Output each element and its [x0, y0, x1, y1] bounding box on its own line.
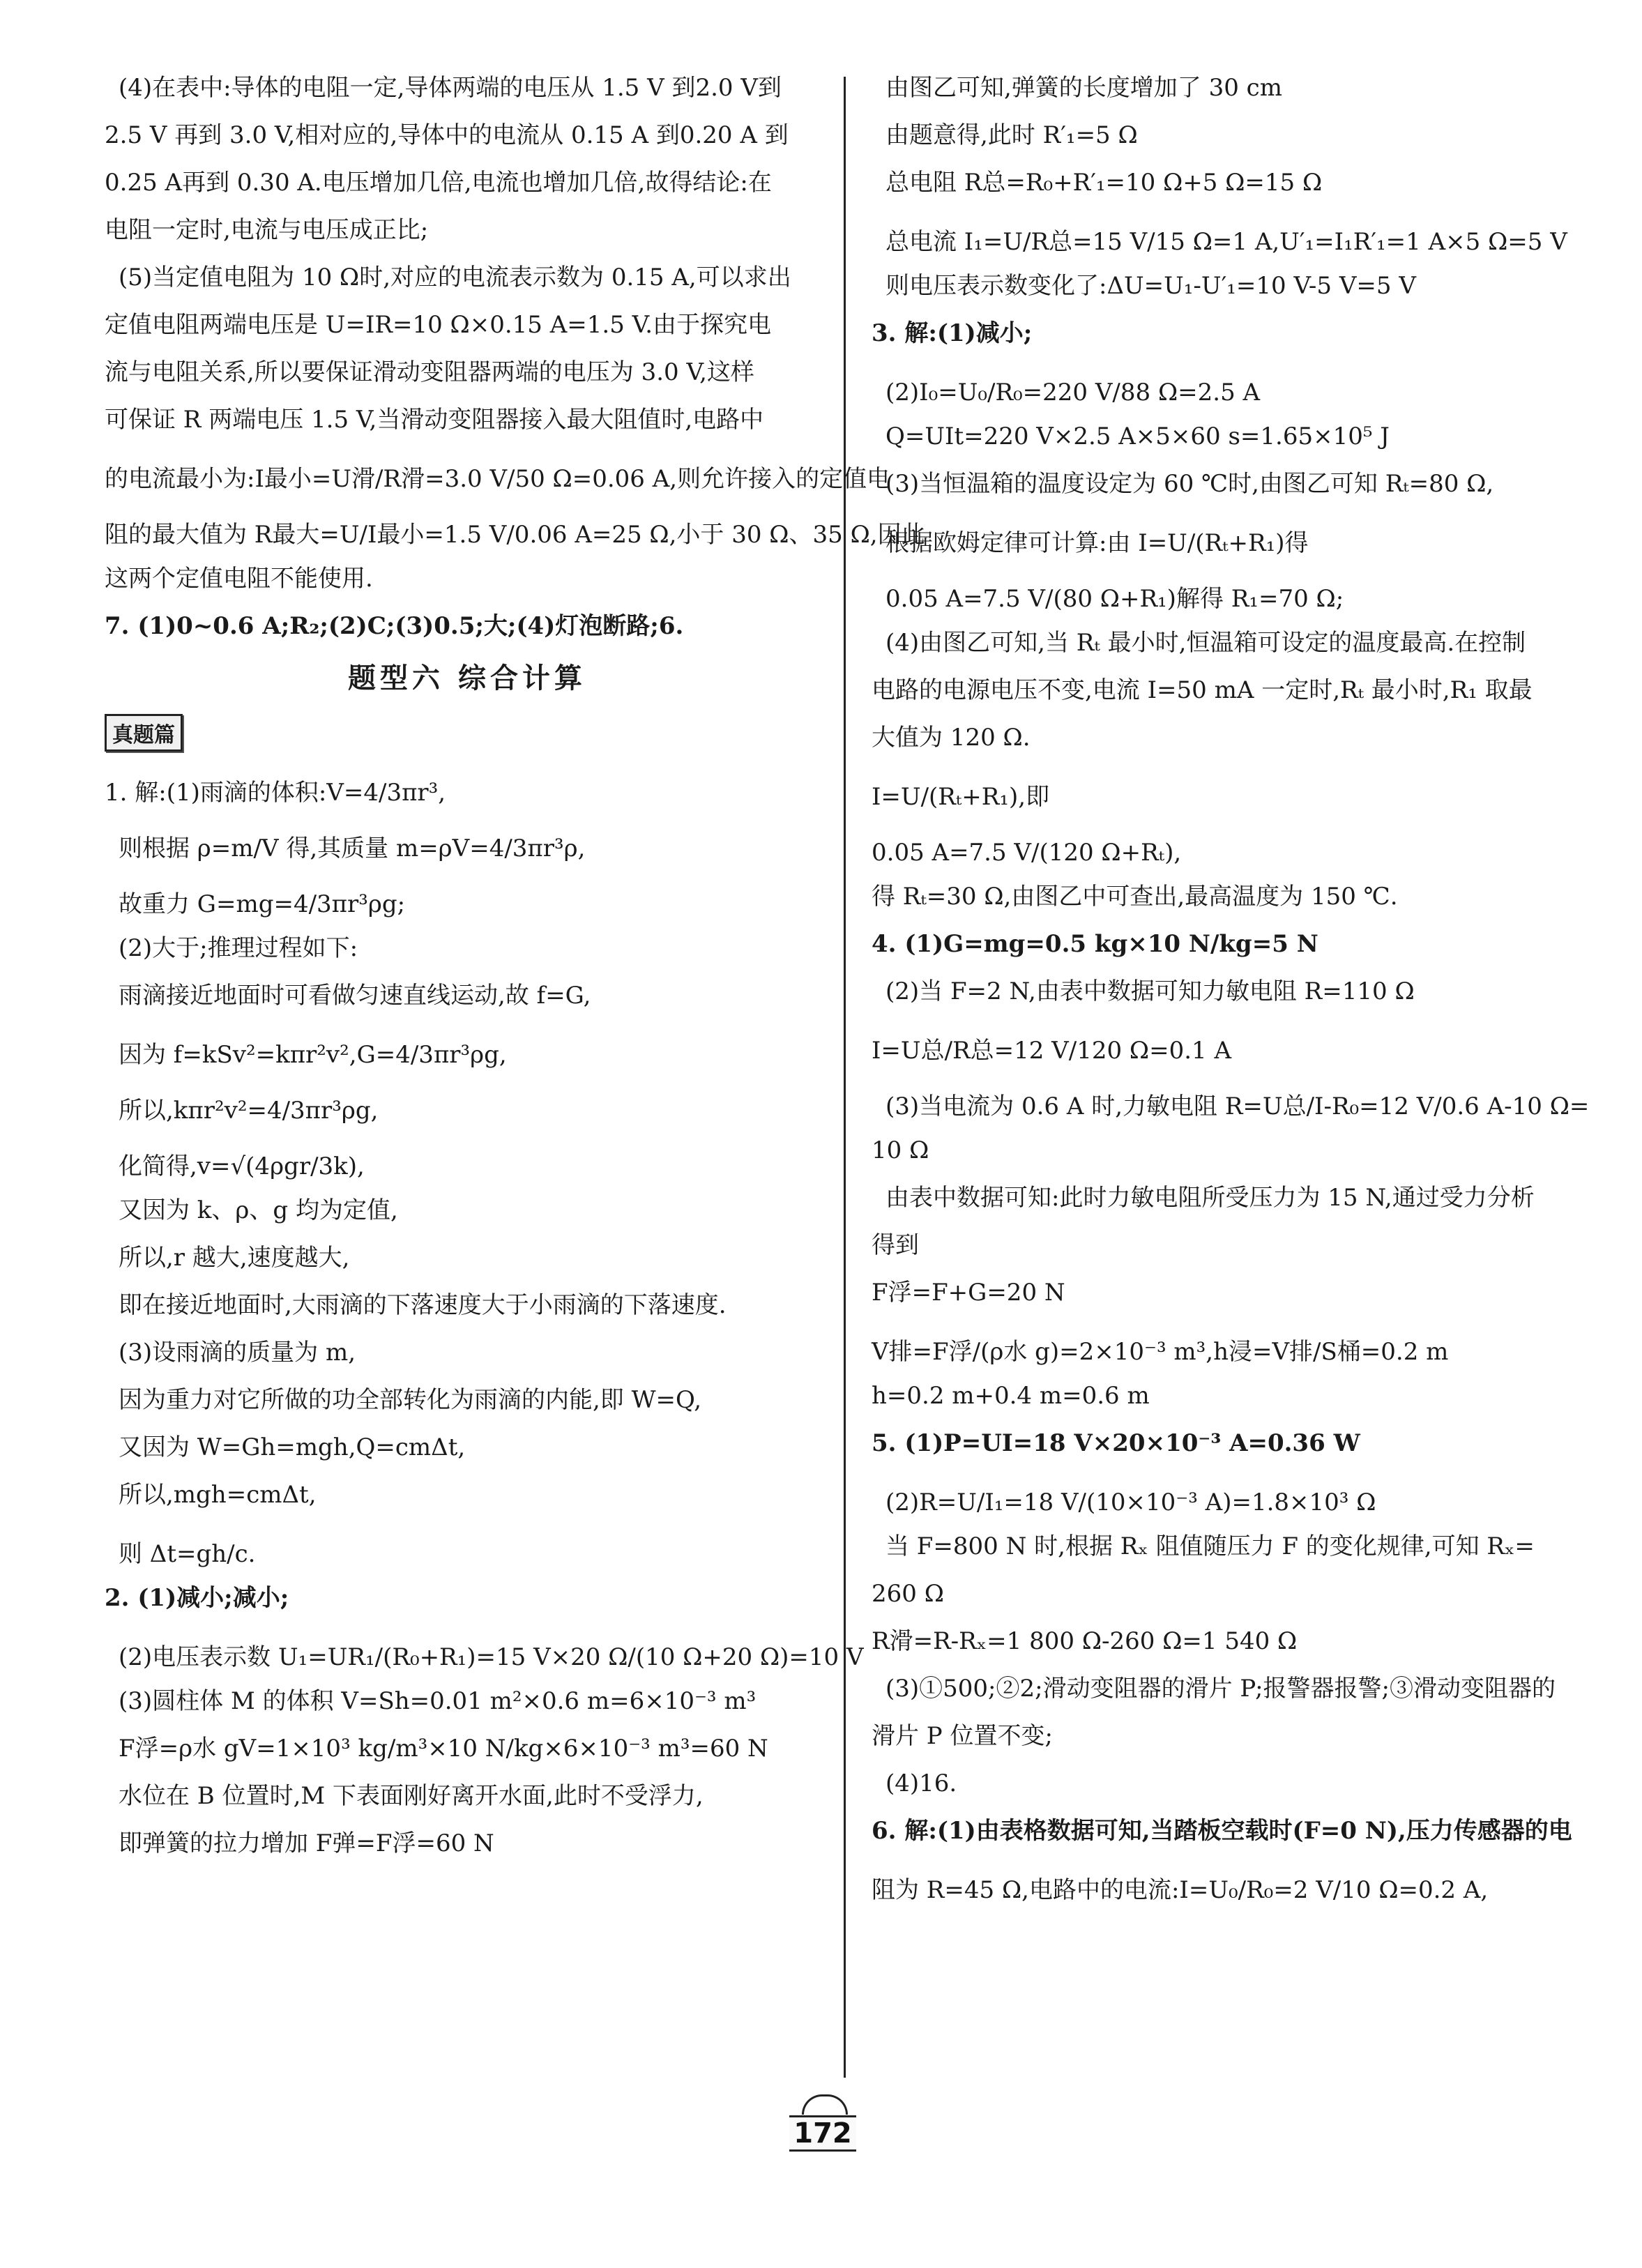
formula-line: 则 Δt=gh/c.: [119, 1540, 256, 1568]
text-line: (2)大于;推理过程如下:: [119, 934, 358, 962]
text-line: (3)当恒温箱的温度设定为 60 ℃时,由图乙可知 Rₜ=80 Ω,: [885, 470, 1494, 498]
text-line: (3)圆柱体 M 的体积 V=Sh=0.01 m²×0.6 m=6×10⁻³ m³: [119, 1687, 757, 1715]
formula-line: 0.05 A=7.5 V/(120 Ω+Rₜ),: [872, 839, 1182, 867]
alarm-clock-icon: [802, 2094, 848, 2115]
text-line: 即弹簧的拉力增加 F弹=F浮=60 N: [119, 1829, 494, 1857]
formula-line: 化简得,v=√(4ρgr/3k),: [119, 1152, 365, 1180]
formula-line: I=U/(Rₜ+R₁),即: [872, 783, 1050, 811]
page-number-badge: [781, 2090, 865, 2174]
text-line: (4)由图乙可知,当 Rₜ 最小时,恒温箱可设定的温度最高.在控制: [885, 629, 1526, 657]
page-number: 172: [789, 2115, 856, 2152]
text-line: 这两个定值电阻不能使用.: [105, 565, 373, 593]
text-line: 2.5 V 再到 3.0 V,相对应的,导体中的电流从 0.15 A 到0.20 A 到: [105, 121, 789, 149]
column-divider: [844, 77, 846, 2078]
text-line: F浮=ρ水 gV=1×10³ kg/m³×10 N/kg×6×10⁻³ m³=60 N: [119, 1735, 768, 1763]
text-line: 260 Ω: [872, 1580, 944, 1608]
text-line: 则电压表示数变化了:ΔU=U₁-U′₁=10 V-5 V=5 V: [885, 272, 1416, 300]
text-line: h=0.2 m+0.4 m=0.6 m: [872, 1382, 1150, 1410]
formula-line: 的电流最小为:I最小=U滑/R滑=3.0 V/50 Ω=0.06 A,则允许接入的定值电: [105, 465, 891, 493]
formula-line: (2)R=U/I₁=18 V/(10×10⁻³ A)=1.8×10³ Ω: [885, 1489, 1376, 1516]
answer-item-4: 4. (1)G=mg=0.5 kg×10 N/kg=5 N: [872, 930, 1318, 958]
formula-line: I=U总/R总=12 V/120 Ω=0.1 A: [872, 1037, 1232, 1065]
text-line: (4)在表中:导体的电阻一定,导体两端的电压从 1.5 V 到2.0 V到: [119, 74, 782, 102]
text-line: (4)16.: [885, 1770, 957, 1797]
formula-line: 因为 f=kSv²=kπr²v²,G=4/3πr³ρg,: [119, 1041, 507, 1069]
answer-item-5: 5. (1)P=UI=18 V×20×10⁻³ A=0.36 W: [872, 1429, 1360, 1457]
text-line: 由表中数据可知:此时力敏电阻所受压力为 15 N,通过受力分析: [885, 1184, 1535, 1212]
answer-item-3: 3. 解:(1)减小;: [872, 319, 1033, 347]
text-line: 由题意得,此时 R′₁=5 Ω: [885, 121, 1138, 149]
text-line: (3)①500;②2;滑动变阻器的滑片 P;报警器报警;③滑动变阻器的: [885, 1675, 1556, 1703]
section-title: 题型六 综合计算: [348, 662, 586, 694]
text-line: 所以,r 越大,速度越大,: [119, 1244, 350, 1272]
text-line: 又因为 k、ρ、g 均为定值,: [119, 1196, 398, 1224]
text-line: (2)当 F=2 N,由表中数据可知力敏电阻 R=110 Ω: [885, 977, 1415, 1005]
formula-line: 0.05 A=7.5 V/(80 Ω+R₁)解得 R₁=70 Ω;: [885, 585, 1344, 613]
text-line: 又因为 W=Gh=mgh,Q=cmΔt,: [119, 1433, 466, 1461]
text-line: 因为重力对它所做的功全部转化为雨滴的内能,即 W=Q,: [119, 1386, 702, 1414]
text-line: 滑片 P 位置不变;: [872, 1722, 1053, 1750]
text-line: (3)设雨滴的质量为 m,: [119, 1339, 356, 1367]
text-line: 得到: [872, 1231, 919, 1259]
formula-line: (3)当电流为 0.6 A 时,力敏电阻 R=U总/I-R₀=12 V/0.6 A-10 Ω=: [885, 1093, 1590, 1120]
formula-line: 阻的最大值为 R最大=U/I最小=1.5 V/0.06 A=25 Ω,小于 30 Ω、35 Ω,因此: [105, 521, 925, 549]
formula-line: V排=F浮/(ρ水 g)=2×10⁻³ m³,h浸=V排/S桶=0.2 m: [872, 1338, 1449, 1366]
text-line: R滑=R-Rₓ=1 800 Ω-260 Ω=1 540 Ω: [872, 1627, 1298, 1655]
answer-item-6: 6. 解:(1)由表格数据可知,当踏板空载时(F=0 N),压力传感器的电: [872, 1817, 1572, 1845]
section-tag: 真题篇: [105, 714, 183, 752]
text-line: F浮=F+G=20 N: [872, 1279, 1065, 1307]
text-line: (5)当定值电阻为 10 Ω时,对应的电流表示数为 0.15 A,可以求出: [119, 264, 791, 291]
answer-item-7: 7. (1)0~0.6 A;R₂;(2)C;(3)0.5;大;(4)灯泡断路;6.: [105, 612, 684, 640]
text-line: 10 Ω: [872, 1136, 929, 1164]
right-column: [872, 75, 1604, 1921]
formula-line: 总电流 I₁=U/R总=15 V/15 Ω=1 A,U′₁=I₁R′₁=1 A×5 Ω=5 V: [885, 228, 1567, 256]
formula-line: 则根据 ρ=m/V 得,其质量 m=ρV=4/3πr³ρ,: [119, 835, 586, 862]
text-line: 大值为 120 Ω.: [872, 724, 1031, 752]
text-line: Q=UIt=220 V×2.5 A×5×60 s=1.65×10⁵ J: [885, 423, 1390, 450]
text-line: 流与电阻关系,所以要保证滑动变阻器两端的电压为 3.0 V,这样: [105, 358, 754, 386]
text-line: 水位在 B 位置时,M 下表面刚好离开水面,此时不受浮力,: [119, 1782, 704, 1810]
text-line: 定值电阻两端电压是 U=IR=10 Ω×0.15 A=1.5 V.由于探究电: [105, 311, 772, 339]
formula-line: (2)I₀=U₀/R₀=220 V/88 Ω=2.5 A: [885, 379, 1261, 406]
text-line: 当 F=800 N 时,根据 Rₓ 阻值随压力 F 的变化规律,可知 Rₓ=: [885, 1532, 1535, 1560]
text-line: 电路的电源电压不变,电流 I=50 mA 一定时,Rₜ 最小时,R₁ 取最: [872, 676, 1533, 704]
text-line: 得 Rₜ=30 Ω,由图乙中可查出,最高温度为 150 ℃.: [872, 883, 1398, 911]
text-line: 可保证 R 两端电压 1.5 V,当滑动变阻器接入最大阻值时,电路中: [105, 406, 764, 434]
formula-line: 所以,kπr²v²=4/3πr³ρg,: [119, 1097, 379, 1125]
formula-line: (2)电压表示数 U₁=UR₁/(R₀+R₁)=15 V×20 Ω/(10 Ω+20 Ω)=10 V: [119, 1643, 864, 1671]
answer-item-2: 2. (1)减小;减小;: [105, 1584, 289, 1612]
formula-line: 根据欧姆定律可计算:由 I=U/(Rₜ+R₁)得: [885, 529, 1309, 557]
answer-item-1: 1. 解:(1)雨滴的体积:V=4/3πr³,: [105, 779, 446, 807]
text-line: 雨滴接近地面时可看做匀速直线运动,故 f=G,: [119, 982, 591, 1010]
text-line: 由图乙可知,弹簧的长度增加了 30 cm: [885, 74, 1282, 102]
text-line: 0.25 A再到 0.30 A.电压增加几倍,电流也增加几倍,故得结论:在: [105, 169, 772, 197]
text-line: 所以,mgh=cmΔt,: [119, 1481, 317, 1509]
formula-line: 故重力 G=mg=4/3πr³ρg;: [119, 890, 406, 918]
text-line: 总电阻 R总=R₀+R′₁=10 Ω+5 Ω=15 Ω: [885, 169, 1323, 197]
text-line: 即在接近地面时,大雨滴的下落速度大于小雨滴的下落速度.: [119, 1291, 727, 1319]
text-line: 电阻一定时,电流与电压成正比;: [105, 216, 429, 244]
formula-line: 阻为 R=45 Ω,电路中的电流:I=U₀/R₀=2 V/10 Ω=0.2 A,: [872, 1876, 1489, 1904]
